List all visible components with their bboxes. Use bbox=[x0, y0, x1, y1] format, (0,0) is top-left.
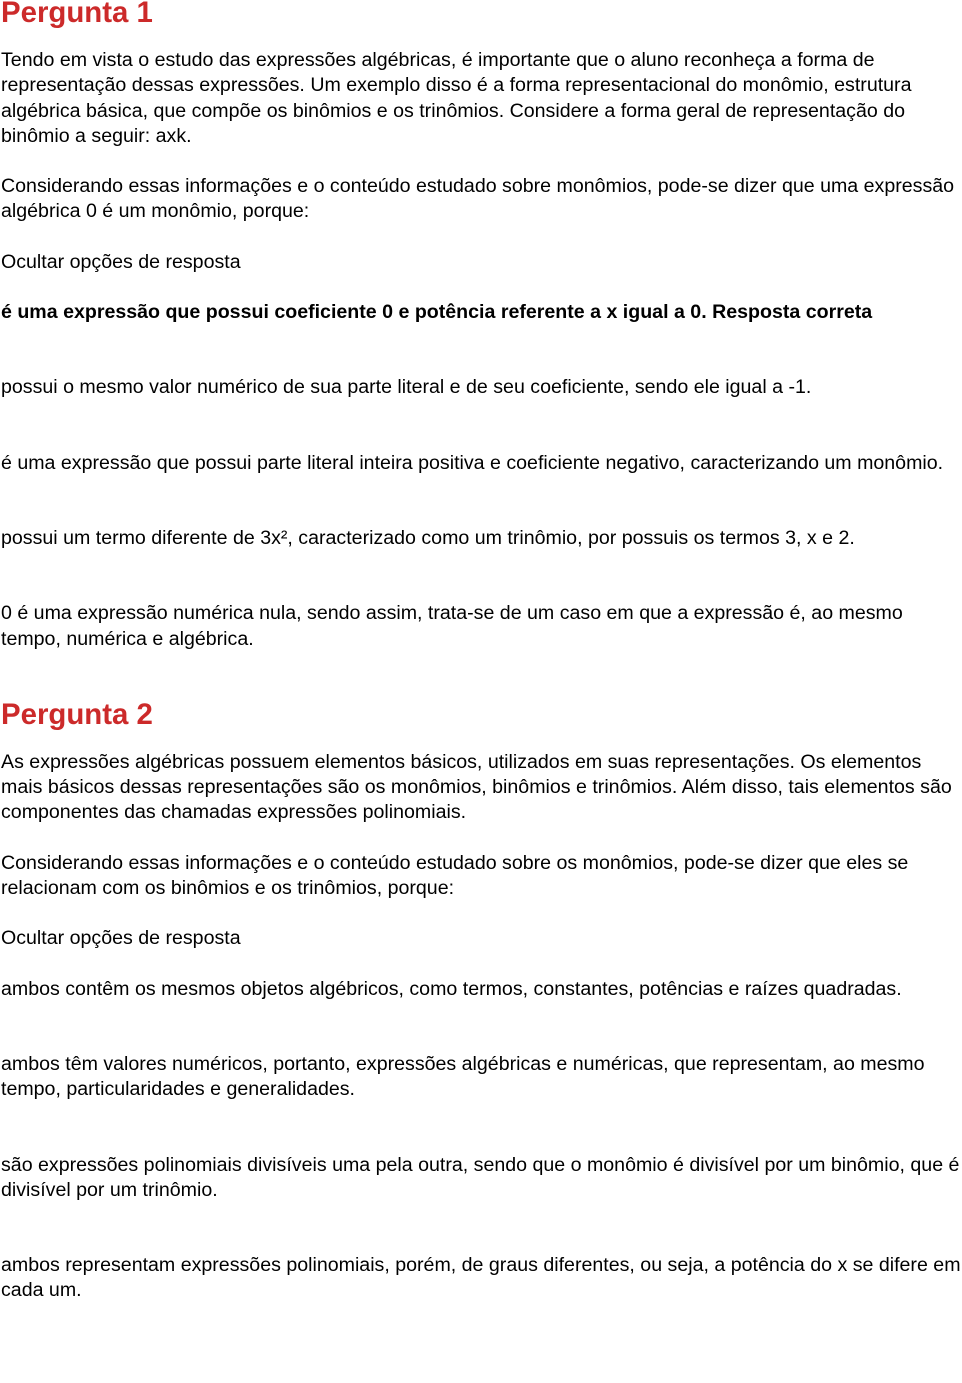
question-prompt: Considerando essas informações e o conteúdo estudado sobre os monômios, pode-se dizer que eles se relacionam com os binômios e os trinômios, porque: bbox=[1, 851, 909, 900]
question-statement: As expressões algébricas possuem elementos básicos, utilizados em suas representações. Os elementos mais básicos dessas representações são os monômios, binômios e trinômios. Além disso, tais elementos são componentes das chamadas expressões polinomiais. bbox=[1, 750, 952, 824]
answer-option[interactable]: 0 é uma expressão numérica nula, sendo assim, trata-se de um caso em que a expressão é, ao mesmo tempo, numérica e algébrica. bbox=[1, 602, 903, 650]
answer-option[interactable]: é uma expressão que possui parte literal inteira positiva e coeficiente negativo, caracterizando um monômio. bbox=[1, 451, 944, 474]
answer-option-correct[interactable]: é uma expressão que possui coeficiente 0 e potência referente a x igual a 0. Resposta correta bbox=[1, 301, 873, 324]
answer-option[interactable]: possui um termo diferente de 3x², caracterizado como um trinômio, por possuis os termos 3, x e 2. bbox=[1, 526, 855, 549]
question-statement: Tendo em vista o estudo das expressões algébricas, é importante que o aluno reconheça a forma de representação dessas expressões. Um exemplo disso é a forma representacional do monômio, estrutura algébrica básica, que compõe os binômios e os trinômios. Considere a forma geral de representação do binômio a seguir: axk. bbox=[1, 49, 912, 147]
question-title: Pergunta 1 bbox=[1, 0, 153, 29]
answer-option[interactable]: ambos contêm os mesmos objetos algébricos, como termos, constantes, potências e raízes quadradas. bbox=[1, 977, 902, 1000]
quiz-page bbox=[1, 0, 961, 1304]
hide-answer-options-toggle[interactable]: Ocultar opções de resposta bbox=[1, 250, 241, 273]
answer-option[interactable]: ambos têm valores numéricos, portanto, expressões algébricas e numéricas, que representam, ao mesmo tempo, particularidades e generalidades. bbox=[1, 1052, 925, 1101]
answer-option[interactable]: são expressões polinomiais divisíveis uma pela outra, sendo que o monômio é divisível por um binômio, que é divisível por um trinômio. bbox=[1, 1153, 960, 1201]
answer-option[interactable]: possui o mesmo valor numérico de sua parte literal e de seu coeficiente, sendo ele igual a -1. bbox=[1, 376, 812, 399]
question-prompt: Considerando essas informações e o conteúdo estudado sobre monômios, pode-se dizer que uma expressão algébrica 0 é um monômio, porque: bbox=[1, 175, 955, 223]
question-2 bbox=[1, 697, 961, 1304]
answer-option[interactable]: ambos representam expressões polinomiais, porém, de graus diferentes, ou seja, a potência do x se difere em cada um. bbox=[1, 1254, 961, 1302]
question-1 bbox=[1, 0, 961, 652]
question-title: Pergunta 2 bbox=[1, 697, 153, 731]
hide-answer-options-toggle[interactable]: Ocultar opções de resposta bbox=[1, 927, 241, 950]
